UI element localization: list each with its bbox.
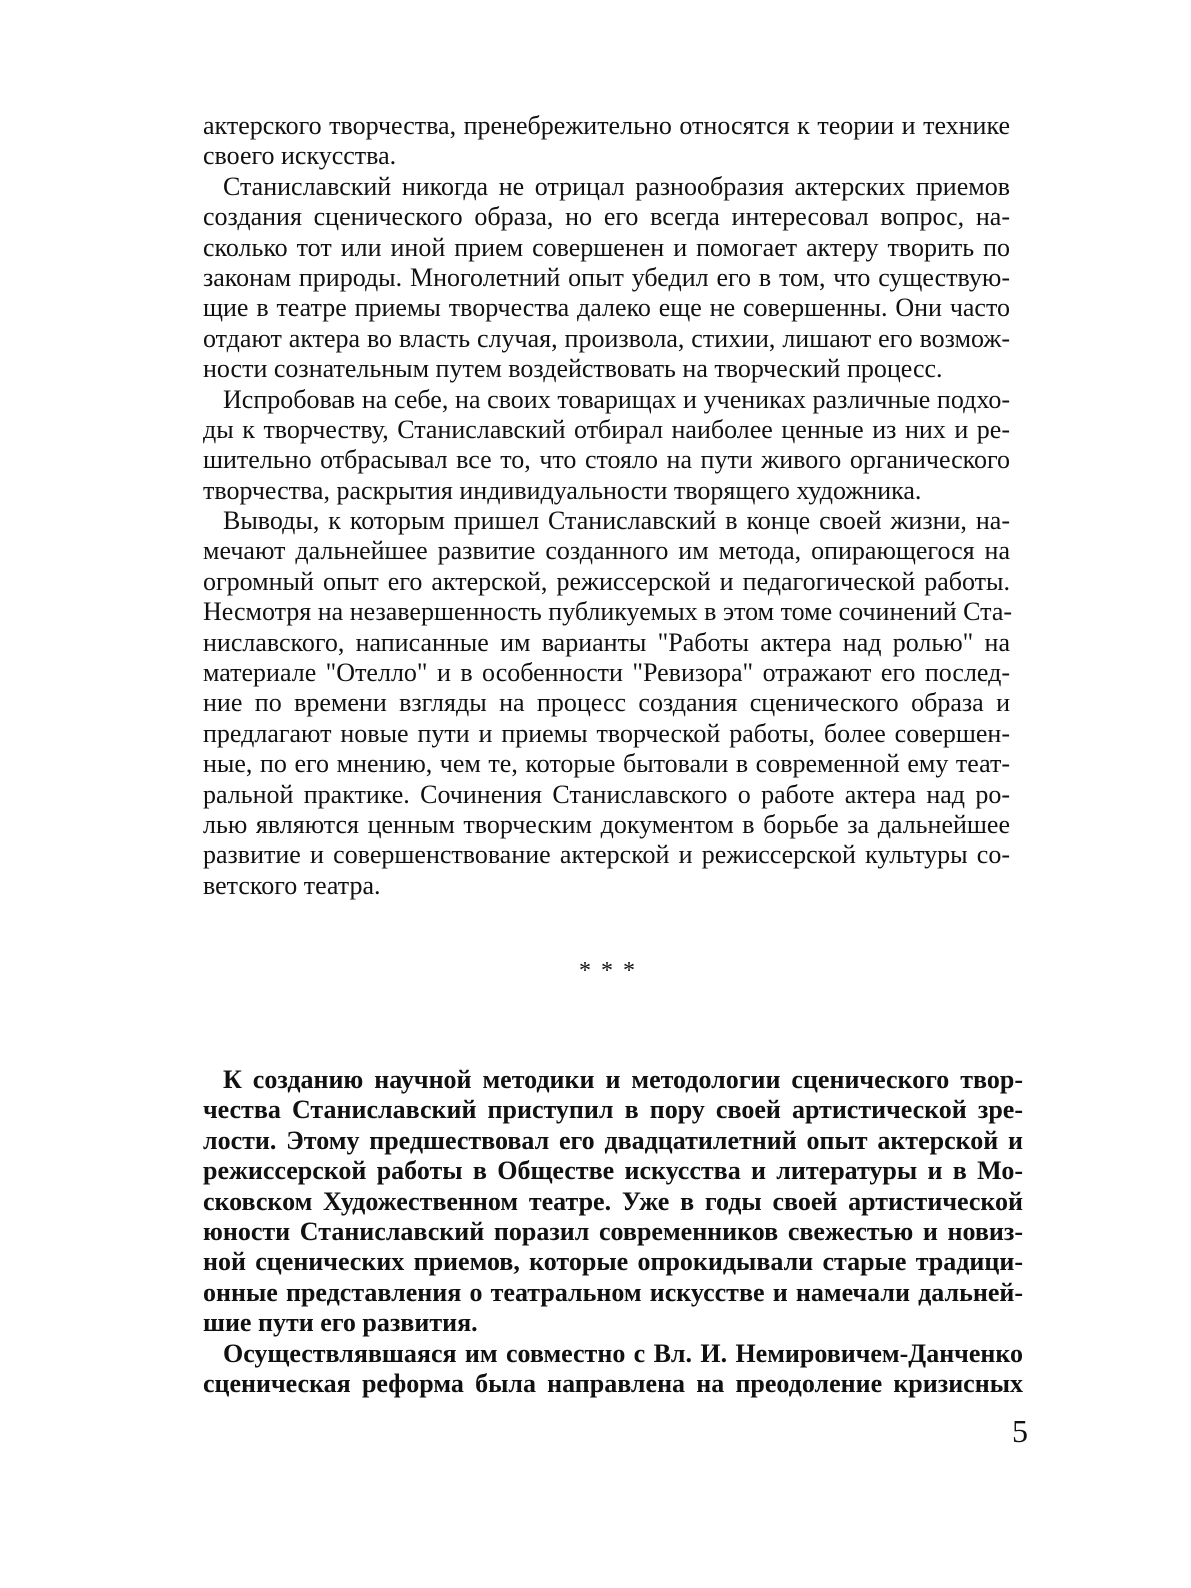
paragraph xyxy=(203,506,1013,901)
body-text-bold xyxy=(203,1065,1023,1399)
text-line: ности сознательным путем воздействовать на творческий процесс. xyxy=(203,354,943,384)
paragraph xyxy=(203,1065,1023,1339)
text-line: лости. Этому предшествовал его двадцатилетний опыт актерской и xyxy=(203,1125,1023,1155)
text-line: ральной практике. Сочинения Станиславского о работе актера над ро- xyxy=(203,779,1010,809)
text-line: материале "Отелло" и в особенности "Ревизора" отражают его послед- xyxy=(203,658,1010,688)
text-line: сценическая реформа была направлена на преодоление кризисных xyxy=(203,1368,1023,1398)
text-line: онные представления о театральном искусстве и намечали дальней- xyxy=(203,1277,1023,1307)
page-number: 5 xyxy=(1012,1413,1028,1449)
paragraph xyxy=(203,172,1010,385)
paragraph xyxy=(203,111,1010,172)
text-line: мечают дальнейшее развитие созданного им метода, опирающегося на xyxy=(203,536,1010,566)
text-line: предлагают новые пути и приемы творческой работы, более совершен- xyxy=(203,718,1010,748)
text-line: ной сценических приемов, которые опрокидывали старые традици- xyxy=(203,1247,1023,1277)
text-line: сковском Художественном театре. Уже в годы своей артистической xyxy=(203,1186,1023,1216)
text-line: Испробовав на себе, на своих товарищах и учениках различные подхо- xyxy=(223,384,1010,414)
text-line: К созданию научной методики и методологии сценического твор- xyxy=(223,1065,1023,1094)
text-line: шие пути его развития. xyxy=(203,1308,478,1338)
text-line: создания сценического образа, но его всегда интересовал вопрос, на- xyxy=(203,202,1010,232)
text-line: сколько тот или иной прием совершенен и помогает актеру творить по xyxy=(203,232,1010,262)
text-line: ниславского, написанные им варианты "Работы актера над ролью" на xyxy=(203,627,1010,657)
text-line: актерского творчества, пренебрежительно относятся к теории и технике xyxy=(203,111,1010,140)
text-line: режиссерской работы в Обществе искусства и литературы и в Мо- xyxy=(203,1156,1023,1186)
text-line: юности Станиславский поразил современников свежестью и новиз- xyxy=(203,1216,1023,1246)
paragraph xyxy=(203,1339,1023,1400)
text-line: ные, по его мнению, чем те, которые бытовали в современной ему теат- xyxy=(203,749,1010,779)
text-line: огромный опыт его актерской, режиссерской и педагогической работы. xyxy=(203,566,1010,596)
text-line: законам природы. Многолетний опыт убедил его в том, что существую- xyxy=(203,262,1010,292)
text-line: своего искусства. xyxy=(203,141,397,171)
text-line: ветского театра. xyxy=(203,870,381,900)
text-line: Несмотря на незавершенность публикуемых в этом томе сочинений Ста- xyxy=(203,597,1013,627)
paragraph xyxy=(203,385,1010,507)
text-line: лью являются ценным творческим документом в борьбе за дальнейшее xyxy=(203,809,1010,839)
text-line: чества Станиславский приступил в пору своей артистической зре- xyxy=(203,1095,1023,1125)
text-line: Осуществлявшаяся им совместно с Вл. И. Немировичем-Данченко xyxy=(223,1338,1023,1368)
text-line: творчества, раскрытия индивидуальности творящего художника. xyxy=(203,475,922,505)
text-line: Выводы, к которым пришел Станиславский в конце своей жизни, на- xyxy=(223,506,1010,536)
text-line: ды к творчеству, Станиславский отбирал наиболее ценные из них и ре- xyxy=(203,414,1010,444)
text-line: развитие и совершенствование актерской и режиссерской культуры со- xyxy=(203,840,1010,870)
section-separator: * * * xyxy=(579,958,637,984)
body-text-regular xyxy=(203,111,1013,901)
text-line: ние по времени взгляды на процесс создания сценического образа и xyxy=(203,688,1010,718)
text-line: шительно отбрасывал все то, что стояло на пути живого органического xyxy=(203,445,1010,475)
text-line: отдают актера во власть случая, произвола, стихии, лишают его возмож- xyxy=(203,323,1010,353)
text-line: Станиславский никогда не отрицал разнообразия актерских приемов xyxy=(223,171,1010,201)
text-line: щие в театре приемы творчества далеко еще не совершенны. Они часто xyxy=(203,293,1010,323)
